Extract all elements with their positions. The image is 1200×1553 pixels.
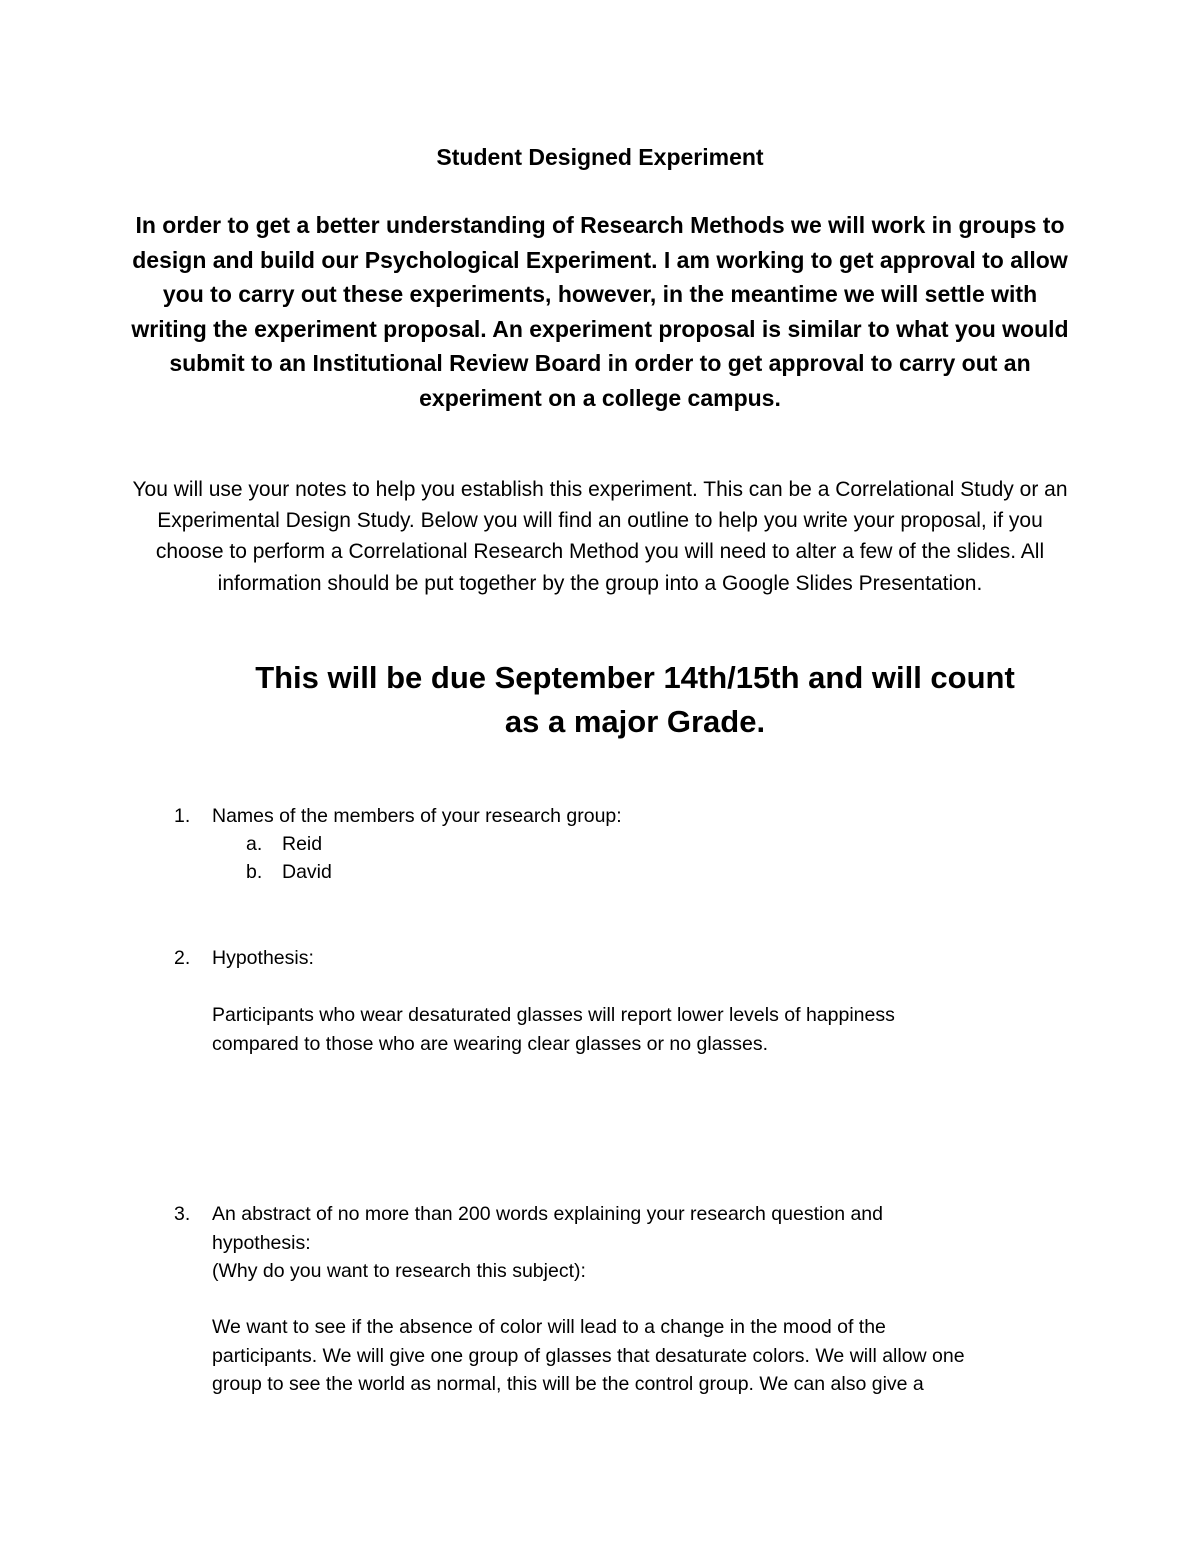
hypothesis-answer-line-1: Participants who wear desaturated glasses will report lower levels of happiness — [212, 1004, 895, 1026]
item-1-number: 1. — [174, 805, 191, 827]
member-a-name: Reid — [282, 833, 323, 855]
abstract-answer-line-1: We want to see if the absence of color will lead to a change in the mood of the — [212, 1316, 886, 1338]
item-2-number: 2. — [174, 947, 191, 969]
due-date-line-2: as a major Grade. — [504, 704, 766, 739]
document-title: Student Designed Experiment — [436, 144, 764, 170]
member-a-letter: a. — [246, 833, 263, 855]
member-b-letter: b. — [246, 861, 263, 883]
item-3-label-line-3: (Why do you want to research this subject): — [212, 1260, 586, 1282]
item-3-number: 3. — [174, 1203, 191, 1225]
item-2-label: Hypothesis: — [212, 947, 314, 969]
abstract-answer — [212, 1313, 1072, 1399]
hypothesis-answer — [212, 1001, 1072, 1058]
due-date-line-1: This will be due September 14th/15th and will count — [255, 660, 1015, 695]
abstract-answer-line-2: participants. We will give one group of glasses that desaturate colors. We will allow one — [212, 1344, 965, 1367]
hypothesis-answer-line-2: compared to those who are wearing clear glasses or no glasses. — [212, 1032, 769, 1055]
due-date-notice — [0, 656, 1200, 744]
intro-paragraph: In order to get a better understanding of Research Methods we will work in groups to design and build our Psychological Experiment. I am working to get approval to allow you to carry out these experiments, however, in the meantime we will settle with writing the experiment proposal. An experiment proposal is similar to what you would submit to an Institutional Review Board in order to get approval to carry out an experiment on a college campus. — [131, 212, 1069, 411]
item-1-label: Names of the members of your research group: — [212, 805, 622, 827]
item-3-label-line-2: hypothesis: — [212, 1231, 311, 1254]
instructions-paragraph: You will use your notes to help you establish this experiment. This can be a Correlational Study or an Experimental Design Study. Below you will find an outline to help you write your proposal, if you choose to perform a Correlational Research Method you will need to alter a few of the slides. All information should be put together by the group into a Google Slides Presentation. — [132, 478, 1068, 595]
item-3-label-line-1: An abstract of no more than 200 words explaining your research question and — [212, 1203, 883, 1225]
member-b-name: David — [282, 861, 332, 883]
abstract-answer-line-3: group to see the world as normal, this will be the control group. We can also give a — [212, 1373, 924, 1395]
item-3-label — [212, 1200, 1072, 1286]
